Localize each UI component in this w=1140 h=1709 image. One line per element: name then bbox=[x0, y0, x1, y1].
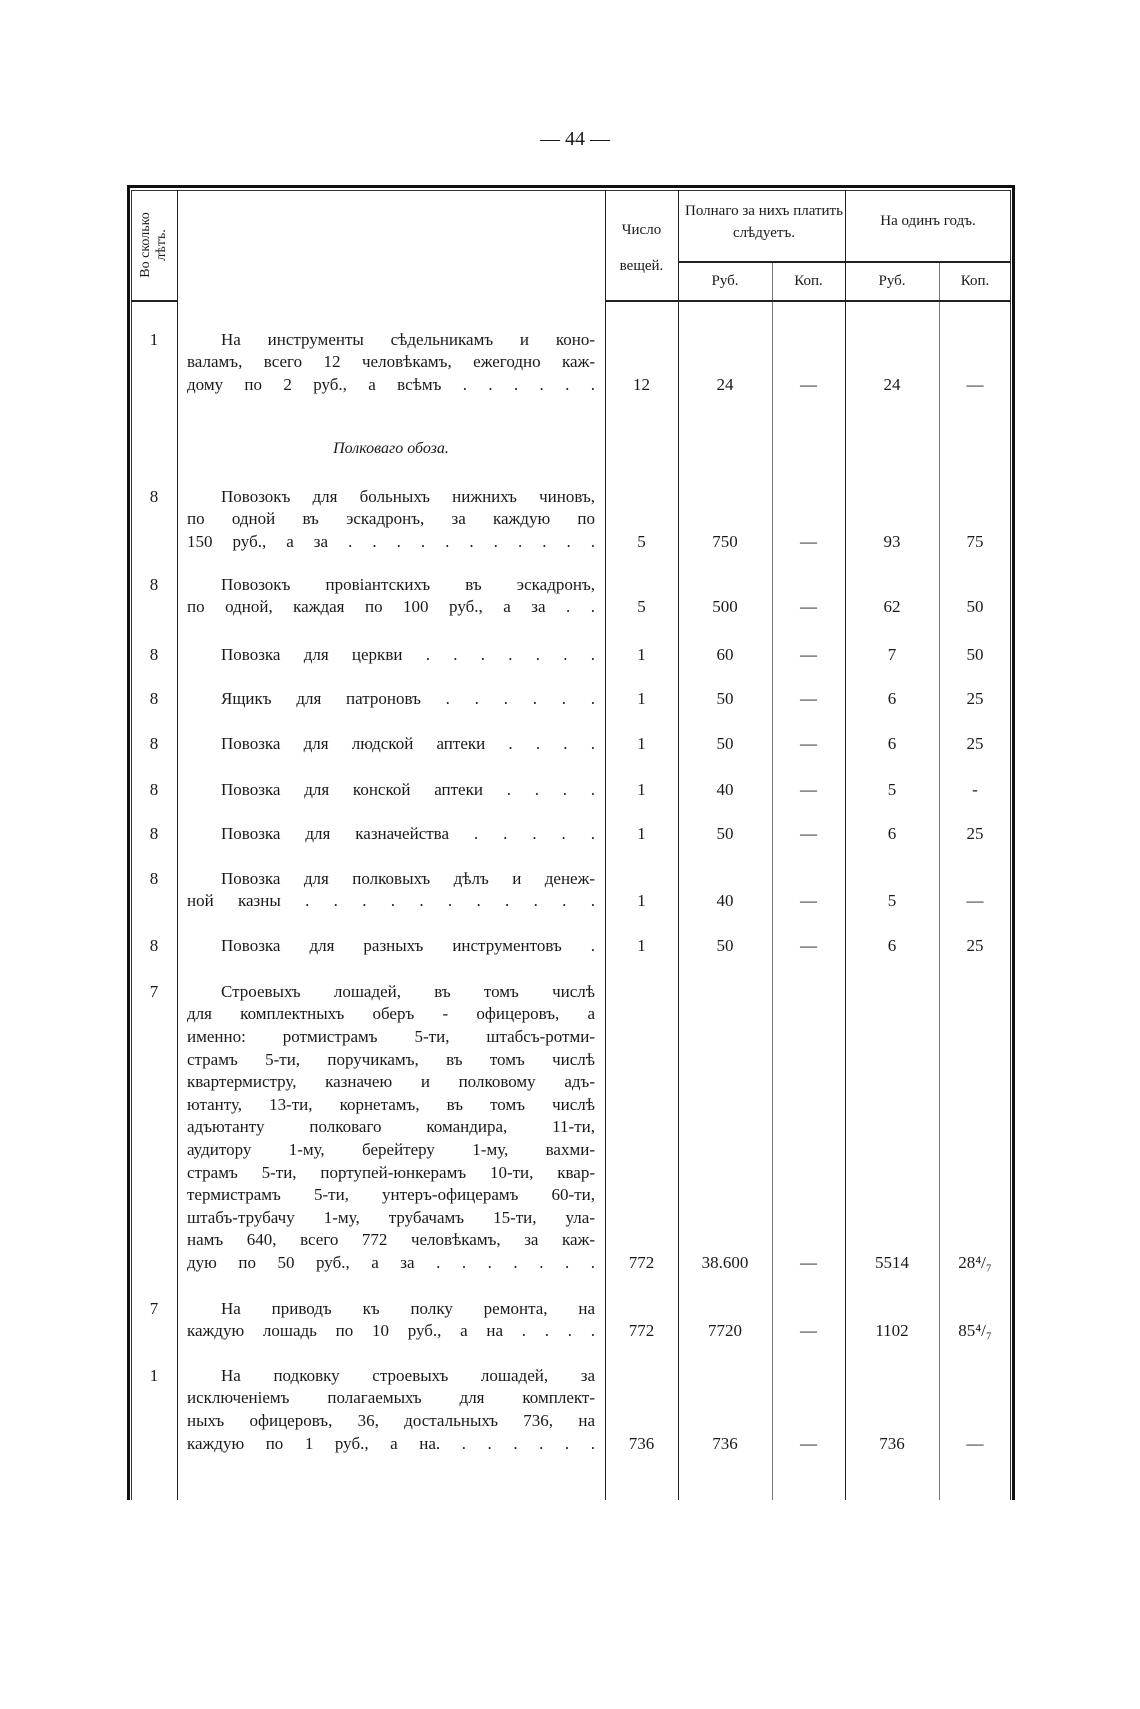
description-line: каждую по 1 руб., а на. . . . . . . bbox=[187, 1433, 595, 1453]
description-line: именно: ротмистрамъ 5-ти, штабсъ-ротми- bbox=[187, 1026, 595, 1046]
cell-year-rub: 6 bbox=[887, 823, 897, 843]
cell-year-rub: 62 bbox=[883, 597, 901, 617]
col-rule bbox=[177, 190, 178, 1500]
cell-years: 8 bbox=[149, 935, 159, 955]
cell-count: 5 bbox=[637, 597, 646, 617]
description-line: ныхъ офицеровъ, 36, достальныхъ 736, на bbox=[187, 1410, 595, 1430]
cell-total-kop: — bbox=[800, 733, 817, 753]
description-line: ютанту, 13-ти, корнетамъ, въ томъ числѣ bbox=[187, 1094, 595, 1114]
cell-total-rub: 50 bbox=[716, 935, 734, 955]
cell-total-rub: 500 bbox=[712, 597, 738, 617]
cell-total-kop: — bbox=[800, 597, 817, 617]
cell-total-rub: 50 bbox=[716, 823, 734, 843]
header-total-kop: Коп. bbox=[794, 273, 823, 289]
cell-years: 8 bbox=[149, 644, 159, 664]
cell-years: 8 bbox=[149, 823, 159, 843]
cell-total-rub: 40 bbox=[716, 891, 734, 911]
header-total-rub: Руб. bbox=[711, 273, 739, 289]
cell-year-kop: — bbox=[966, 891, 984, 911]
description-line: валамъ, всего 12 человѣкамъ, ежегодно каж- bbox=[187, 352, 595, 372]
cell-year-rub: 5 bbox=[887, 779, 897, 799]
cell-total-rub: 60 bbox=[716, 644, 734, 664]
cell-total-rub: 750 bbox=[712, 531, 738, 551]
cell-year-rub: 6 bbox=[887, 935, 897, 955]
description-line: Повозокъ провіантскихъ въ эскадронъ, bbox=[221, 574, 595, 594]
cell-count: 1 bbox=[637, 688, 646, 708]
description-line: аудитору 1-му, берейтеру 1-му, вахми- bbox=[187, 1139, 595, 1159]
cell-year-kop: 50 bbox=[966, 644, 984, 664]
cell-count: 736 bbox=[628, 1433, 655, 1453]
description-line: Ящикъ для патроновъ . . . . . . bbox=[221, 688, 595, 708]
cell-count: 5 bbox=[637, 531, 646, 551]
cell-count: 1 bbox=[637, 644, 646, 664]
description-line: дую по 50 руб., а за . . . . . . . bbox=[187, 1252, 595, 1272]
cell-years: 1 bbox=[149, 1365, 159, 1385]
description-line: адъютанту полковаго командира, 11-ти, bbox=[187, 1117, 595, 1137]
header-year-rub: Руб. bbox=[878, 273, 906, 289]
cell-total-kop: — bbox=[800, 1433, 817, 1453]
description-line: термистрамъ 5-ти, унтеръ-офицерамъ 60-ти, bbox=[187, 1185, 595, 1205]
description-line: Повозка для полковыхъ дѣлъ и денеж- bbox=[221, 868, 595, 888]
cell-total-rub: 736 bbox=[712, 1433, 738, 1453]
description-line: каждую лошадь по 10 руб., а на . . . . bbox=[187, 1321, 595, 1341]
cell-years: 7 bbox=[149, 1298, 159, 1318]
cell-count: 772 bbox=[628, 1252, 655, 1272]
header-bottom-rule bbox=[605, 300, 1011, 302]
header-total: Полнаго за нихъ платить слѣдуетъ. bbox=[685, 203, 843, 241]
cell-year-rub: 6 bbox=[887, 688, 897, 708]
header-bottom-rule-left bbox=[131, 300, 177, 302]
cell-year-kop: 85⁴/₇ bbox=[958, 1321, 992, 1341]
cell-year-kop: 50 bbox=[966, 597, 984, 617]
cell-year-rub: 24 bbox=[883, 374, 901, 394]
cell-total-kop: — bbox=[800, 935, 817, 955]
page-number: — 44 — bbox=[540, 128, 610, 150]
description-line: На подковку строевыхъ лошадей, за bbox=[221, 1365, 595, 1385]
description-line: по одной въ эскадронъ, за каждую по bbox=[187, 509, 595, 529]
description-line: Повозка для казначейства . . . . . bbox=[221, 823, 595, 843]
cell-years: 8 bbox=[149, 688, 159, 708]
cell-total-kop: — bbox=[800, 1252, 817, 1272]
description-line: по одной, каждая по 100 руб., а за . . bbox=[187, 597, 595, 617]
cell-year-kop: — bbox=[966, 1433, 984, 1453]
description-line: исключеніемъ полагаемыхъ для комплект- bbox=[187, 1388, 595, 1408]
description-line: для комплектныхъ оберъ - офицеровъ, а bbox=[187, 1004, 595, 1024]
cell-total-rub: 24 bbox=[716, 374, 734, 394]
cell-year-kop: 25 bbox=[966, 935, 984, 955]
cell-years: 7 bbox=[149, 981, 159, 1001]
section-title: Полковаго обоза. bbox=[333, 440, 449, 457]
description-line: Повозка для церкви . . . . . . . bbox=[221, 644, 595, 664]
cell-count: 1 bbox=[637, 935, 646, 955]
cell-count: 1 bbox=[637, 779, 646, 799]
description-line: Повозокъ для больныхъ нижнихъ чиновъ, bbox=[221, 486, 595, 506]
cell-year-kop: — bbox=[966, 374, 984, 394]
cell-total-rub: 38.600 bbox=[701, 1252, 749, 1272]
header-years: Во сколько лѣтъ. bbox=[138, 212, 169, 278]
cell-years: 8 bbox=[149, 486, 159, 506]
cell-total-kop: — bbox=[800, 1321, 817, 1341]
cell-year-kop: 25 bbox=[966, 688, 984, 708]
cell-year-rub: 5 bbox=[887, 891, 897, 911]
cell-total-kop: — bbox=[800, 688, 817, 708]
cell-year-rub: 6 bbox=[887, 733, 897, 753]
col-rule bbox=[939, 261, 940, 1500]
description-line: квартермистру, казначею и полковому адъ- bbox=[187, 1072, 595, 1092]
cell-year-rub: 1102 bbox=[875, 1321, 909, 1341]
cell-years: 8 bbox=[149, 574, 159, 594]
description-line: страмъ 5-ти, поручикамъ, въ томъ числѣ bbox=[187, 1049, 595, 1069]
cell-total-kop: — bbox=[800, 531, 817, 551]
cell-total-kop: — bbox=[800, 891, 817, 911]
cell-year-rub: 736 bbox=[879, 1433, 905, 1453]
description-line: страмъ 5-ти, портупей-юнкерамъ 10-ти, квар- bbox=[187, 1162, 595, 1182]
header-count: Число вещей. bbox=[619, 222, 664, 274]
cell-year-kop: 25 bbox=[966, 733, 984, 753]
cell-count: 12 bbox=[633, 374, 650, 394]
description-line: намъ 640, всего 772 человѣкамъ, за каж- bbox=[187, 1230, 595, 1250]
cell-total-rub: 50 bbox=[716, 733, 734, 753]
cell-year-kop: 75 bbox=[966, 531, 984, 551]
cell-total-rub: 40 bbox=[716, 779, 734, 799]
cell-years: 1 bbox=[149, 329, 159, 349]
description-line: дому по 2 руб., а всѣмъ . . . . . . bbox=[187, 374, 595, 394]
cell-year-rub: 93 bbox=[883, 531, 901, 551]
description-line: Повозка для разныхъ инструментовъ . bbox=[221, 935, 595, 955]
description-line: ной казны . . . . . . . . . . . bbox=[187, 891, 595, 911]
cell-total-rub: 7720 bbox=[708, 1321, 742, 1341]
cell-count: 772 bbox=[628, 1321, 655, 1341]
description-line: Строевыхъ лошадей, въ томъ числѣ bbox=[221, 981, 595, 1001]
description-line: Повозка для людской аптеки . . . . bbox=[221, 733, 595, 753]
cell-total-rub: 50 bbox=[716, 688, 734, 708]
cell-year-kop: 25 bbox=[966, 823, 984, 843]
cell-total-kop: — bbox=[800, 823, 817, 843]
cell-year-rub: 7 bbox=[887, 644, 897, 664]
cell-years: 8 bbox=[149, 868, 159, 888]
cell-year-rub: 5514 bbox=[875, 1252, 909, 1272]
description-line: На приводъ къ полку ремонта, на bbox=[221, 1298, 595, 1318]
cell-count: 1 bbox=[637, 891, 646, 911]
col-rule bbox=[772, 261, 773, 1500]
description-line: штабъ-трубачу 1-му, трубачамъ 15-ти, ула- bbox=[187, 1207, 595, 1227]
cell-count: 1 bbox=[637, 733, 646, 753]
cell-year-kop: - bbox=[972, 779, 978, 799]
cell-total-kop: — bbox=[800, 644, 817, 664]
header-subrule bbox=[678, 261, 1011, 263]
header-per-year: На одинъ годъ. bbox=[880, 213, 976, 229]
header-year-kop: Коп. bbox=[960, 273, 990, 289]
cell-count: 1 bbox=[637, 823, 646, 843]
description-line: На инструменты сѣдельникамъ и коно- bbox=[221, 329, 595, 349]
cell-years: 8 bbox=[149, 733, 159, 753]
cell-year-kop: 28⁴/₇ bbox=[958, 1252, 992, 1272]
cell-total-kop: — bbox=[800, 779, 817, 799]
description-line: Повозка для конской аптеки . . . . bbox=[221, 779, 595, 799]
description-line: 150 руб., а за . . . . . . . . . . . bbox=[187, 531, 595, 551]
cell-total-kop: — bbox=[800, 374, 817, 394]
cell-years: 8 bbox=[149, 779, 159, 799]
